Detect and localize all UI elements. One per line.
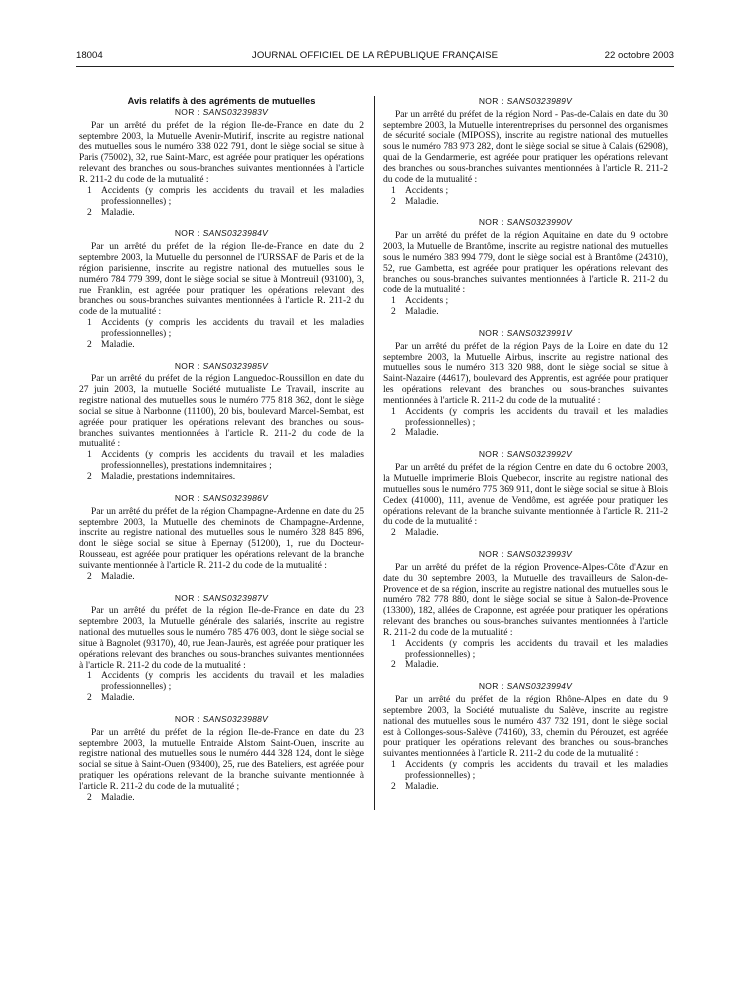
page-header xyxy=(76,50,674,64)
nor-reference xyxy=(383,217,668,228)
branch-number: 2 xyxy=(87,692,92,704)
column-divider xyxy=(374,96,375,810)
issue-date: 22 octobre 2003 xyxy=(604,50,674,61)
branch-number: 2 xyxy=(391,306,396,318)
nor-code: SANS0323993V xyxy=(506,549,573,560)
branch-item xyxy=(383,197,668,208)
branch-label: Accidents (y compris les accidents du travail et les maladies professionnelles), prestations indemnitaires ; xyxy=(101,449,364,472)
branch-label: Accidents (y compris les accidents du travail et les maladies professionnelles) ; xyxy=(405,637,668,660)
nor-label: NOR : xyxy=(174,592,200,603)
branch-item xyxy=(79,450,364,472)
branch-item xyxy=(383,407,668,429)
branch-number: 2 xyxy=(391,780,396,792)
notice-text: Par un arrêté du préfet de la région Centre en date du 6 octobre 2003, la Mutuelle imprimerie Blois Quebecor, inscrite au registre national des mutuelles sous le numéro 775 369 911, dont le siège social se situe à Blois Cedex (41000), 111, avenue de Vendôme, est agréée pour pratiquer les opérations relevant de la branche suivante mentionnée à l'article R. 211-2 du code de la mutualité : xyxy=(383,462,668,528)
notice xyxy=(79,107,364,218)
branch-label: Maladie. xyxy=(405,780,439,792)
branch-item xyxy=(79,340,364,351)
branch-label: Maladie. xyxy=(101,206,135,218)
notice xyxy=(383,549,668,671)
nor-reference xyxy=(79,493,364,504)
branch-number: 2 xyxy=(391,427,396,439)
branch-number: 2 xyxy=(87,570,92,582)
branch-number: 2 xyxy=(391,527,396,539)
notice-text: Par un arrêté du préfet de la région Rhône-Alpes en date du 9 septembre 2003, la Société mutualiste du Salève, inscrite au registre national des mutuelles sous le numéro 437 732 191, dont le siège social est à Collonges-sous-Salève (74160), 33, chemin du Pérouzet, est agréée pour pratiquer les opérations relevant des branches ou sous-branches suivantes mentionnées à l'article R. 211-2 du code de la mutualité : xyxy=(383,694,668,760)
nor-label: NOR : xyxy=(174,713,200,724)
branch-label: Maladie. xyxy=(101,570,135,582)
notice xyxy=(383,328,668,439)
nor-label: NOR : xyxy=(174,228,200,239)
nor-reference xyxy=(383,96,668,107)
nor-label: NOR : xyxy=(478,327,504,338)
branch-label: Maladie. xyxy=(405,306,439,318)
branch-number: 1 xyxy=(391,405,396,417)
branch-number: 1 xyxy=(87,670,92,682)
section-title: Avis relatifs à des agréments de mutuelles xyxy=(127,96,316,106)
nor-reference xyxy=(383,328,668,339)
notice xyxy=(383,449,668,539)
notice xyxy=(383,217,668,318)
branch-number: 1 xyxy=(391,184,396,196)
branch-item xyxy=(79,186,364,208)
branch-number: 1 xyxy=(87,317,92,329)
branch-item xyxy=(383,428,668,439)
notice-text: Par un arrêté du préfet de la région Nord - Pas-de-Calais en date du 30 septembre 2003, la Mutuelle interentreprises du personnel des organismes de sécurité sociale (MIPOSS), inscrite au registre national des mutuelles sous le numéro 783 973 282, dont le siège social se situe à Calais (62908), quai de la Gendarmerie, est agréée pour pratiquer les opérations relevant des branches ou sous-branches suivantes mentionnées à l'article R. 211-2 du code de la mutualité : xyxy=(383,108,668,185)
nor-code: SANS0323988V xyxy=(202,713,269,724)
branch-number: 1 xyxy=(87,184,92,196)
nor-label: NOR : xyxy=(174,360,200,371)
nor-label: NOR : xyxy=(174,492,200,503)
branch-number: 1 xyxy=(391,295,396,307)
page-number: 18004 xyxy=(76,50,103,61)
nor-code: SANS0323991V xyxy=(506,327,573,338)
notice-text: Par un arrêté du préfet de la région Provence-Alpes-Côte d'Azur en date du 30 septembre 2003, la Mutuelle des travailleurs de Salon-de-Provence et de sa région, inscrite au registre national des mutuelles sous le numéro 782 778 880, dont le siège social se situe à Salon-de-Provence (13300), 182, allées de Craponne, est agréée pour pratiquer les opérations relevant des branches ou sous-branches suivantes mentionnées à l'article R. 211-2 du code de la mutualité : xyxy=(383,561,668,638)
nor-code: SANS0323989V xyxy=(506,96,573,106)
branch-label: Accidents (y compris les accidents du travail et les maladies professionnelles) ; xyxy=(405,405,668,428)
branch-label: Accidents ; xyxy=(405,295,449,307)
branch-label: Maladie. xyxy=(101,791,135,803)
header-rule xyxy=(76,66,674,67)
branch-label: Maladie. xyxy=(101,338,135,350)
nor-reference xyxy=(383,681,668,692)
nor-code: SANS0323990V xyxy=(506,217,573,228)
nor-reference xyxy=(79,714,364,725)
branch-label: Accidents (y compris les accidents du travail et les maladies professionnelles) ; xyxy=(101,317,364,339)
notice xyxy=(79,593,364,704)
notice xyxy=(79,493,364,583)
branch-item xyxy=(383,307,668,318)
branch-item xyxy=(79,671,364,693)
branch-item xyxy=(383,528,668,539)
branch-item xyxy=(79,472,364,483)
notice-text: Par un arrêté du préfet de la région Champagne-Ardenne en date du 25 septembre 2003, la Mutuelle des cheminots de Champagne-Ardenne, inscrite au registre national des mutuelles sous le numéro 328 845 896, dont le siège social se situe à Epernay (51200), 1, rue du Docteur-Rousseau, est agréée pour pratiquer les opérations relevant de la branche suivante mentionnée à l'article R. 211-2 du code de la mutualité : xyxy=(79,505,364,571)
notice xyxy=(79,714,364,804)
left-column xyxy=(79,96,364,814)
journal-title: JOURNAL OFFICIEL DE LA RÉPUBLIQUE FRANÇAISE xyxy=(251,50,499,61)
nor-reference xyxy=(79,361,364,372)
branch-label: Accidents (y compris les accidents du travail et les maladies professionnelles) ; xyxy=(101,670,364,693)
branch-number: 2 xyxy=(87,471,92,483)
nor-code: SANS0323985V xyxy=(202,360,269,371)
branch-item xyxy=(79,208,364,219)
branch-label: Maladie. xyxy=(405,527,439,539)
branch-label: Accidents (y compris les accidents du travail et les maladies professionnelles) ; xyxy=(101,184,364,207)
notice-text: Par un arrêté du préfet de la région Aquitaine en date du 9 octobre 2003, la Mutuelle de Brantôme, inscrite au registre national des mutuelles sous le numéro 383 994 779, dont le siège social est à Brantôme (24310), 52, rue Gambetta, est agréée pour pratiquer les opérations relevant des branches ou sous-branches suivantes mentionnées à l'article R. 211-2 du code de la mutualité : xyxy=(383,230,668,296)
branch-number: 2 xyxy=(87,791,92,803)
nor-label: NOR : xyxy=(478,449,504,460)
nor-code: SANS0323983V xyxy=(202,107,269,117)
branch-label: Maladie. xyxy=(405,659,439,671)
branch-number: 1 xyxy=(391,637,396,649)
nor-code: SANS0323986V xyxy=(202,492,269,503)
notice xyxy=(383,681,668,792)
nor-reference xyxy=(383,549,668,560)
branch-item xyxy=(383,639,668,661)
nor-code: SANS0323984V xyxy=(202,228,269,239)
notice-text: Par un arrêté du préfet de la région Ile-de-France en date du 2 septembre 2003, la Mutuelle Avenir-Mutirif, inscrite au registre national des mutuelles sous le numéro 338 022 791, dont le siège social se situe à Paris (75002), 32, rue Saint-Marc, est agréée pour pratiquer les opérations relevant des branches ou sous-branches suivantes mentionnées à l'article R. 211-2 du code de la mutualité : xyxy=(79,119,364,186)
notice-text: Par un arrêté du préfet de la région Ile-de-France en date du 23 septembre 2003, la mutuelle Entraide Alstom Saint-Ouen, inscrite au registre national des mutuelles sous le numéro 444 328 124, dont le siège social se situe à Saint-Ouen (93400), 25, rue des Bateliers, est agréée pour pratiquer les opérations relevant de la branche suivante mentionnée à l'article R. 211-2 du code de la mutualité ; xyxy=(79,726,364,792)
notice xyxy=(79,228,364,350)
notice xyxy=(383,96,668,207)
nor-reference xyxy=(79,228,364,239)
nor-label: NOR : xyxy=(478,217,504,228)
branch-item xyxy=(79,693,364,704)
branch-item xyxy=(383,760,668,782)
nor-code: SANS0323992V xyxy=(506,449,573,460)
nor-code: SANS0323994V xyxy=(506,681,573,692)
notice-text: Par un arrêté du préfet de la région Ile-de-France en date du 23 septembre 2003, la Mutuelle générale des salariés, inscrite au registre national des mutuelles sous le numéro 785 476 003, dont le siège social se situe à Bagnolet (93170), 40, rue Jean-Jaurès, est agréée pour pratiquer les opérations relevant des branches ou sous-branches suivantes mentionnées à l'article R. 211-2 du code de la mutualité : xyxy=(79,605,364,671)
nor-label: NOR : xyxy=(478,549,504,560)
nor-label: NOR : xyxy=(478,681,504,692)
nor-reference xyxy=(383,449,668,460)
branch-item xyxy=(79,572,364,583)
branch-number: 1 xyxy=(87,449,92,461)
branch-item xyxy=(383,660,668,671)
notice-text: Par un arrêté du préfet de la région Ile-de-France en date du 2 septembre 2003, la Mutuelle du personnel de l'URSSAF de Paris et de la région parisienne, inscrite au registre national des mutuelles sous le numéro 784 779 399, dont le siège social se situe à Montreuil (93100), 3, rue Franklin, est agréée pour pratiquer les opérations relevant des branches ou sous-branches suivantes mentionnées à l'article R. 211-2 du code de la mutualité : xyxy=(79,241,364,318)
branch-number: 2 xyxy=(391,195,396,207)
branch-number: 2 xyxy=(87,206,92,218)
branch-item xyxy=(79,793,364,804)
branch-label: Accidents ; xyxy=(405,184,449,196)
nor-reference xyxy=(79,593,364,604)
branch-label: Maladie. xyxy=(405,195,439,207)
nor-code: SANS0323987V xyxy=(202,592,269,603)
notice xyxy=(79,361,364,483)
branch-item xyxy=(79,318,364,340)
branch-number: 2 xyxy=(87,338,92,350)
right-column xyxy=(383,96,668,803)
notice-text: Par un arrêté du préfet de la région Pays de la Loire en date du 12 septembre 2003, la Mutuelle Airbus, inscrite au registre national des mutuelles sous le numéro 313 320 988, dont le siège social se situe à Saint-Nazaire (44617), boulevard des Apprentis, est agréée pour pratiquer les opérations relevant des branches ou sous-branches suivantes mentionnées à l'article R. 211-2 du code de la mutualité : xyxy=(383,340,668,406)
nor-reference xyxy=(79,107,364,118)
branch-label: Maladie, prestations indemnitaires. xyxy=(101,471,236,483)
branch-number: 2 xyxy=(391,659,396,671)
notice-text: Par un arrêté du préfet de la région Languedoc-Roussillon en date du 27 juin 2003, la mutuelle Société mutualiste Le Travail, inscrite au registre national des mutuelles sous le numéro 775 818 362, dont le siège social se situe à Narbonne (11100), 20 bis, boulevard Marcel-Sembat, est agréée pour pratiquer les opérations relevant des branches ou sous-branches suivantes mentionnées à l'article R. 211-2 du code de la mutualité : xyxy=(79,373,364,450)
branch-label: Maladie. xyxy=(101,692,135,704)
branch-item xyxy=(383,782,668,793)
branch-label: Maladie. xyxy=(405,427,439,439)
nor-label: NOR : xyxy=(174,107,200,117)
branch-number: 1 xyxy=(391,759,396,771)
nor-label: NOR : xyxy=(478,96,504,106)
branch-label: Accidents (y compris les accidents du travail et les maladies professionnelles) ; xyxy=(405,759,668,781)
